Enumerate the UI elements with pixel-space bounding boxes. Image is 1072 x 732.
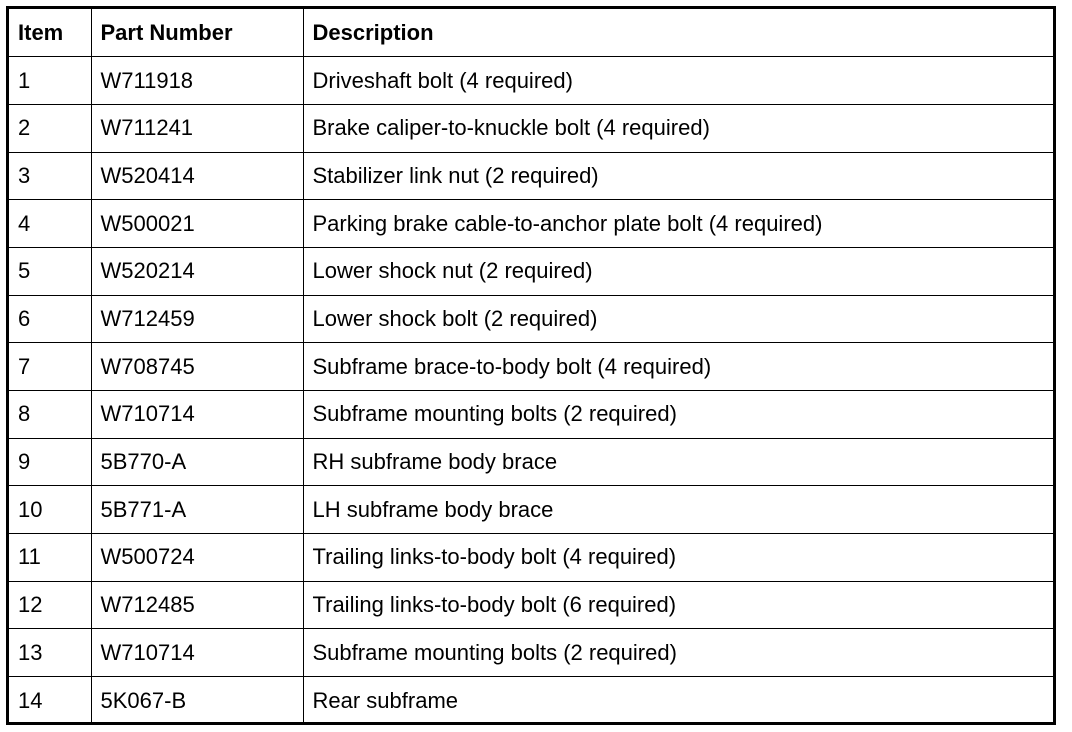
item-cell: 13 <box>9 629 91 677</box>
item-cell: 8 <box>9 391 91 439</box>
table-row <box>9 152 1053 200</box>
table-header-row <box>9 9 1053 57</box>
description-cell: Lower shock nut (2 required) <box>303 247 1053 295</box>
description-cell: Trailing links-to-body bolt (4 required) <box>303 534 1053 582</box>
part-number-cell: 5B771-A <box>91 486 303 534</box>
item-cell: 7 <box>9 343 91 391</box>
part-number-cell: 5K067-B <box>91 677 303 725</box>
table-row <box>9 343 1053 391</box>
table-row <box>9 438 1053 486</box>
part-number-cell: 5B770-A <box>91 438 303 486</box>
part-number-cell: W712459 <box>91 295 303 343</box>
table-row <box>9 629 1053 677</box>
table-body <box>9 57 1053 725</box>
table-row <box>9 104 1053 152</box>
description-cell: Driveshaft bolt (4 required) <box>303 57 1053 105</box>
table-row <box>9 391 1053 439</box>
parts-table-container <box>6 6 1056 725</box>
description-cell: LH subframe body brace <box>303 486 1053 534</box>
item-cell: 6 <box>9 295 91 343</box>
part-number-cell: W710714 <box>91 629 303 677</box>
description-cell: Lower shock bolt (2 required) <box>303 295 1053 343</box>
table-row <box>9 486 1053 534</box>
parts-table <box>9 9 1053 724</box>
table-row <box>9 677 1053 725</box>
column-header-part-number: Part Number <box>91 9 303 57</box>
table-row <box>9 247 1053 295</box>
part-number-cell: W520414 <box>91 152 303 200</box>
item-cell: 12 <box>9 581 91 629</box>
column-header-description: Description <box>303 9 1053 57</box>
table-row <box>9 581 1053 629</box>
item-cell: 1 <box>9 57 91 105</box>
part-number-cell: W711241 <box>91 104 303 152</box>
description-cell: Subframe mounting bolts (2 required) <box>303 391 1053 439</box>
table-row <box>9 57 1053 105</box>
part-number-cell: W500724 <box>91 534 303 582</box>
item-cell: 3 <box>9 152 91 200</box>
description-cell: Subframe brace-to-body bolt (4 required) <box>303 343 1053 391</box>
item-cell: 2 <box>9 104 91 152</box>
column-header-item: Item <box>9 9 91 57</box>
description-cell: Brake caliper-to-knuckle bolt (4 required) <box>303 104 1053 152</box>
part-number-cell: W708745 <box>91 343 303 391</box>
item-cell: 11 <box>9 534 91 582</box>
description-cell: Rear subframe <box>303 677 1053 725</box>
description-cell: Subframe mounting bolts (2 required) <box>303 629 1053 677</box>
part-number-cell: W711918 <box>91 57 303 105</box>
description-cell: Trailing links-to-body bolt (6 required) <box>303 581 1053 629</box>
item-cell: 10 <box>9 486 91 534</box>
description-cell: RH subframe body brace <box>303 438 1053 486</box>
item-cell: 9 <box>9 438 91 486</box>
item-cell: 4 <box>9 200 91 248</box>
item-cell: 5 <box>9 247 91 295</box>
part-number-cell: W710714 <box>91 391 303 439</box>
table-row <box>9 534 1053 582</box>
table-row <box>9 295 1053 343</box>
part-number-cell: W712485 <box>91 581 303 629</box>
table-row <box>9 200 1053 248</box>
description-cell: Stabilizer link nut (2 required) <box>303 152 1053 200</box>
item-cell: 14 <box>9 677 91 725</box>
description-cell: Parking brake cable-to-anchor plate bolt (4 required) <box>303 200 1053 248</box>
part-number-cell: W520214 <box>91 247 303 295</box>
part-number-cell: W500021 <box>91 200 303 248</box>
